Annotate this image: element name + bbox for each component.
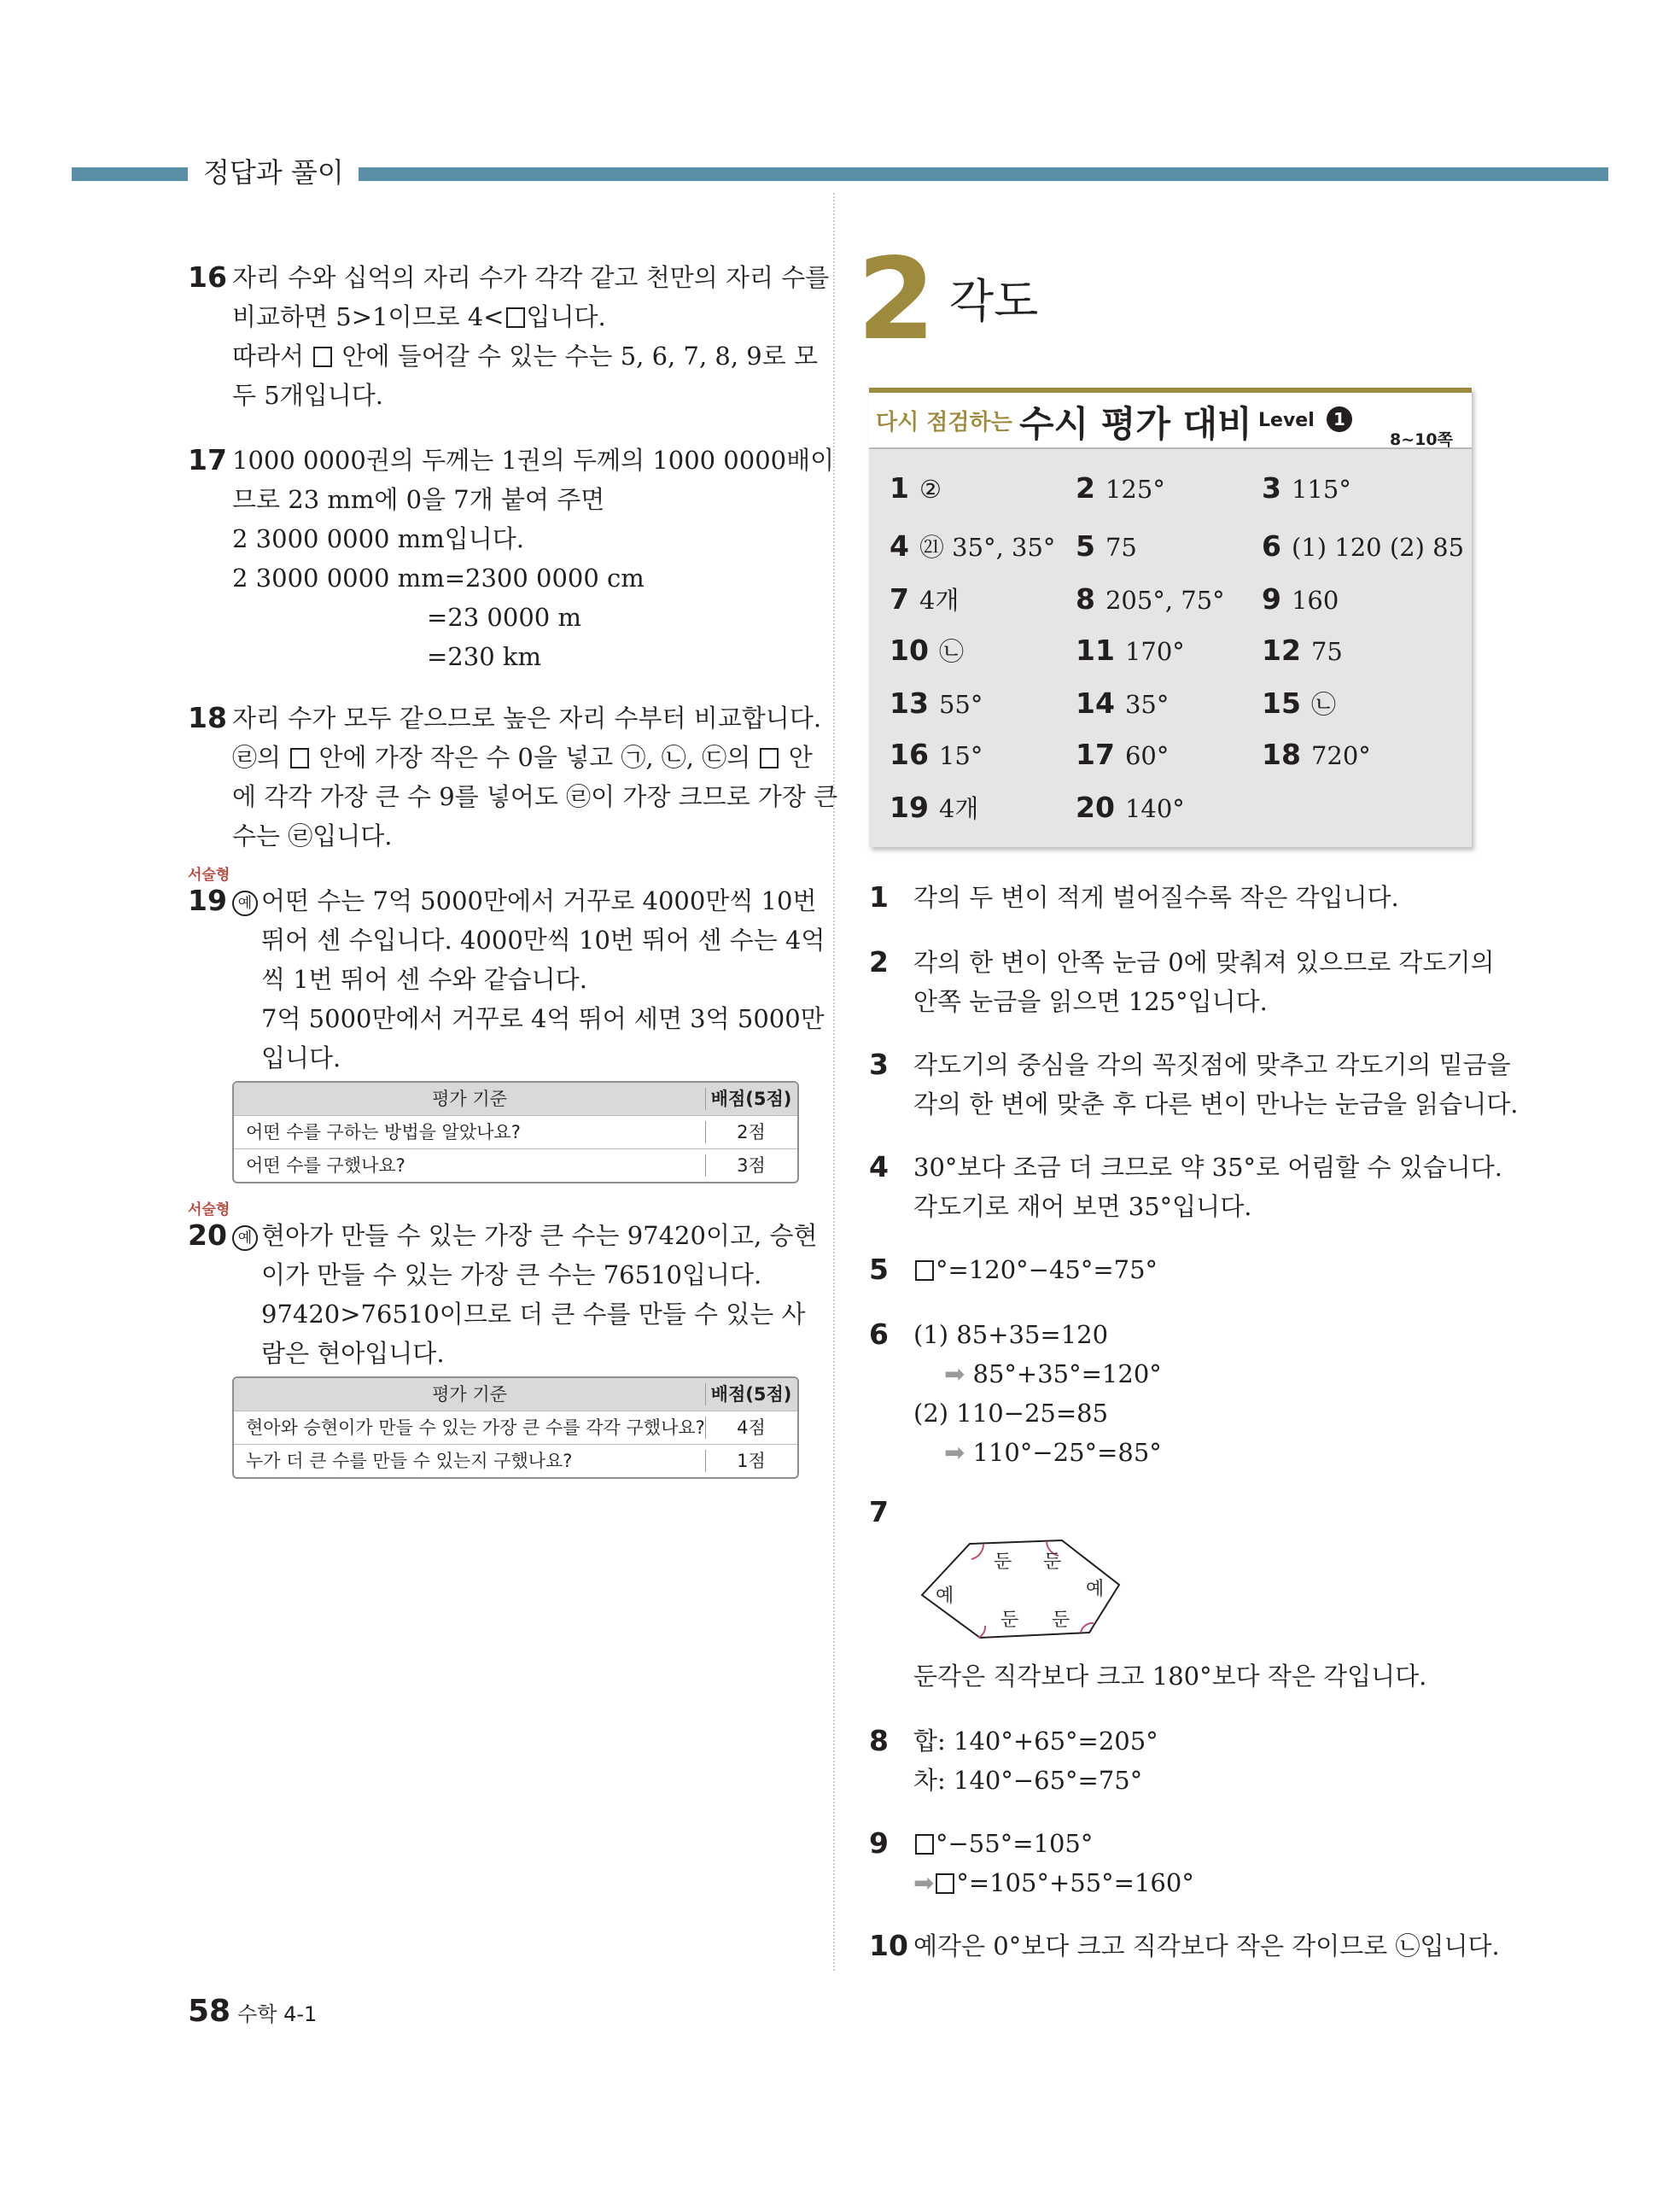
answer-number: 10 — [890, 634, 929, 667]
explanation-number: 5 — [869, 1253, 889, 1286]
answer-value: 4개 — [919, 586, 960, 615]
problem-20: 20 예 현아가 만들 수 있는 가장 큰 수는 97420이고, 승현 이가 만들 수 있는 가장 큰 수는 76510입니다. 97420>76510이므로 더 큰 수를 만들 수 있는 사 람은 현아입니다. — [188, 1216, 802, 1373]
answer-number: 17 — [1076, 738, 1115, 771]
chapter-number: 2 — [857, 234, 936, 365]
answer-number: 13 — [890, 687, 929, 720]
obtuse-label: 둔 — [1052, 1610, 1070, 1631]
answer-number: 1 — [890, 471, 909, 505]
answer-number: 12 — [1262, 634, 1301, 667]
answer-item — [890, 738, 983, 773]
scoring-table-19 — [232, 1081, 799, 1183]
answer-item — [1262, 471, 1351, 506]
problem-number: 20 — [188, 1218, 227, 1252]
answer-item — [1262, 582, 1339, 617]
explanation-number: 7 — [869, 1495, 889, 1528]
answer-number: 20 — [1076, 791, 1115, 824]
blank-box — [313, 347, 332, 367]
header-title: 정답과 풀이 — [203, 156, 344, 189]
essay-tag: 서술형 — [188, 867, 230, 884]
answer-number: 6 — [1262, 529, 1281, 563]
explanation-number: 10 — [869, 1929, 908, 1962]
level-number-badge: 1 — [1327, 406, 1352, 432]
table-row: 현아와 승현이가 만들 수 있는 가장 큰 수를 각각 구했나요? 4점 — [234, 1411, 797, 1444]
panel-subtitle: 다시 점검하는 — [876, 410, 1012, 435]
explanation-number: 2 — [869, 945, 889, 979]
book-title: 수학 4-1 — [237, 2002, 318, 2026]
answer-value: 140° — [1124, 794, 1185, 823]
blank-box — [915, 1834, 934, 1855]
answer-number: 7 — [890, 582, 909, 616]
answer-number: 5 — [1076, 529, 1095, 563]
blank-box — [936, 1873, 954, 1894]
answer-item — [1076, 687, 1169, 722]
example-mark: 예 — [232, 1225, 258, 1251]
answer-value: 75 — [1310, 637, 1343, 666]
answer-number: 9 — [1262, 582, 1281, 616]
answer-number: 4 — [890, 529, 909, 563]
problem-number: 18 — [188, 701, 227, 734]
obtuse-label: 둔 — [1043, 1551, 1062, 1573]
right-arrow-icon: ➡ — [913, 1868, 935, 1897]
answer-value: 125° — [1105, 475, 1165, 504]
answer-value: ㉡ — [1310, 690, 1336, 719]
answer-value: 205°, 75° — [1105, 586, 1225, 615]
answer-item — [1076, 791, 1185, 826]
answer-item — [1262, 687, 1336, 722]
blank-box — [506, 307, 525, 328]
answer-value: 160 — [1291, 586, 1339, 615]
answer-number: 2 — [1076, 471, 1095, 505]
answer-value: 115° — [1291, 475, 1351, 504]
acute-label: 예 — [936, 1586, 954, 1607]
answer-value: ㉡ — [938, 637, 964, 666]
explanation-number: 1 — [869, 880, 889, 914]
problem-number: 16 — [188, 260, 227, 294]
answer-item — [1076, 471, 1165, 506]
header-bar-left — [72, 167, 188, 181]
answer-number: 18 — [1262, 738, 1301, 771]
answer-number: 3 — [1262, 471, 1281, 505]
problem-number: 17 — [188, 443, 227, 476]
example-mark: 예 — [232, 891, 258, 916]
chapter-title: 각도 — [949, 274, 1039, 328]
answer-value: 35° — [1124, 690, 1170, 719]
table-row: 어떤 수를 구하는 방법을 알았나요? 2점 — [234, 1115, 797, 1148]
essay-tag: 서술형 — [188, 1201, 230, 1218]
blank-box — [915, 1260, 934, 1281]
answer-item — [890, 687, 983, 722]
blank-box — [760, 748, 779, 768]
blank-box — [290, 748, 309, 768]
answer-value: 4개 — [938, 794, 979, 823]
answer-item — [1076, 582, 1225, 617]
answer-value: 170° — [1124, 637, 1185, 666]
hexagon-angle-figure — [919, 1534, 1140, 1670]
panel-header — [869, 393, 1472, 449]
explanation-number: 9 — [869, 1826, 889, 1860]
answer-value: 60° — [1124, 741, 1170, 770]
problem-19: 19 예 어떤 수는 7억 5000만에서 거꾸로 4000만씩 10번 뛰어 센 수입니다. 4000만씩 10번 뛰어 센 수는 4억 씩 1번 뛰어 센 수와 같습니다. 7억 5000만에서 거꾸로 4억 뛰어 세면 3억 5000만 입니다. — [188, 881, 802, 1078]
header-bar-right — [359, 167, 1608, 181]
answer-value: 720° — [1310, 741, 1371, 770]
review-answer-panel — [869, 388, 1472, 847]
answer-item — [890, 634, 964, 669]
problem-16: 16 자리 수와 십억의 자리 수가 각각 같고 천만의 자리 수를 비교하면 5>1이므로 4< 입니다. 따라서 안에 들어갈 수 있는 수는 5, 6, 7, 8, 9로 모 두 5개입니다. — [188, 258, 802, 415]
scoring-table-20 — [232, 1376, 799, 1479]
problem-18: 18 자리 수가 모두 같으므로 높은 자리 수부터 비교합니다. ㉣의 안에 가장 작은 수 0을 넣고 ㉠, ㉡, ㉢의 안 에 각각 가장 큰 수 9를 넣어도 ㉣이 가장 크므로 가장 큰 수는 ㉣입니다. — [188, 698, 802, 856]
answer-value: 15° — [938, 741, 983, 770]
answer-item — [890, 529, 1055, 564]
answer-item — [1076, 529, 1137, 564]
answer-item — [1076, 634, 1185, 669]
panel-title: 수시 평가 대비 — [1019, 403, 1252, 445]
problem-number: 19 — [188, 884, 227, 917]
explanation-number: 8 — [869, 1724, 889, 1757]
explanation-number: 3 — [869, 1048, 889, 1081]
obtuse-label: 둔 — [1000, 1610, 1019, 1631]
answer-item — [890, 471, 942, 506]
answer-value: ㉑ 35°, 35° — [919, 533, 1056, 562]
problem-17: 17 1000 0000권의 두께는 1권의 두께의 1000 0000배이 므로 23 mm에 0을 7개 붙여 주면 2 3000 0000 mm입니다. 2 3000 0000 mm=2300 0000 cm =23 0000 m =230 km — [188, 441, 802, 676]
answer-item — [1262, 529, 1464, 564]
answer-number: 15 — [1262, 687, 1301, 720]
answer-number: 16 — [890, 738, 929, 771]
page-range: 8~10쪽 — [1390, 430, 1453, 449]
explanation-number: 6 — [869, 1318, 889, 1351]
page-footer — [188, 1995, 317, 2031]
table-header: 평가 기준 배점(5점) — [234, 1378, 797, 1411]
answer-value: (1) 120 (2) 85 — [1291, 533, 1465, 562]
right-arrow-icon: ➡ — [944, 1359, 965, 1388]
answer-number: 8 — [1076, 582, 1095, 616]
level-label: Level — [1258, 410, 1315, 431]
answer-number: 19 — [890, 791, 929, 824]
answer-value: 75 — [1105, 533, 1137, 562]
acute-label: 예 — [1086, 1579, 1105, 1600]
answer-item — [1076, 738, 1169, 773]
table-row: 누가 더 큰 수를 만들 수 있는지 구했나요? 1점 — [234, 1444, 797, 1477]
right-arrow-icon: ➡ — [944, 1438, 965, 1467]
answer-number: 14 — [1076, 687, 1115, 720]
answer-item — [890, 582, 959, 617]
table-row: 어떤 수를 구했나요? 3점 — [234, 1148, 797, 1182]
page-number: 58 — [188, 1994, 231, 2029]
obtuse-label: 둔 — [994, 1551, 1012, 1573]
answer-item — [1262, 738, 1371, 773]
answer-item — [890, 791, 978, 826]
answer-value: ② — [919, 475, 942, 504]
answer-value: 55° — [938, 690, 983, 719]
explanation-number: 4 — [869, 1150, 889, 1183]
answer-number: 11 — [1076, 634, 1115, 667]
answer-item — [1262, 634, 1343, 669]
table-header: 평가 기준 배점(5점) — [234, 1083, 797, 1115]
